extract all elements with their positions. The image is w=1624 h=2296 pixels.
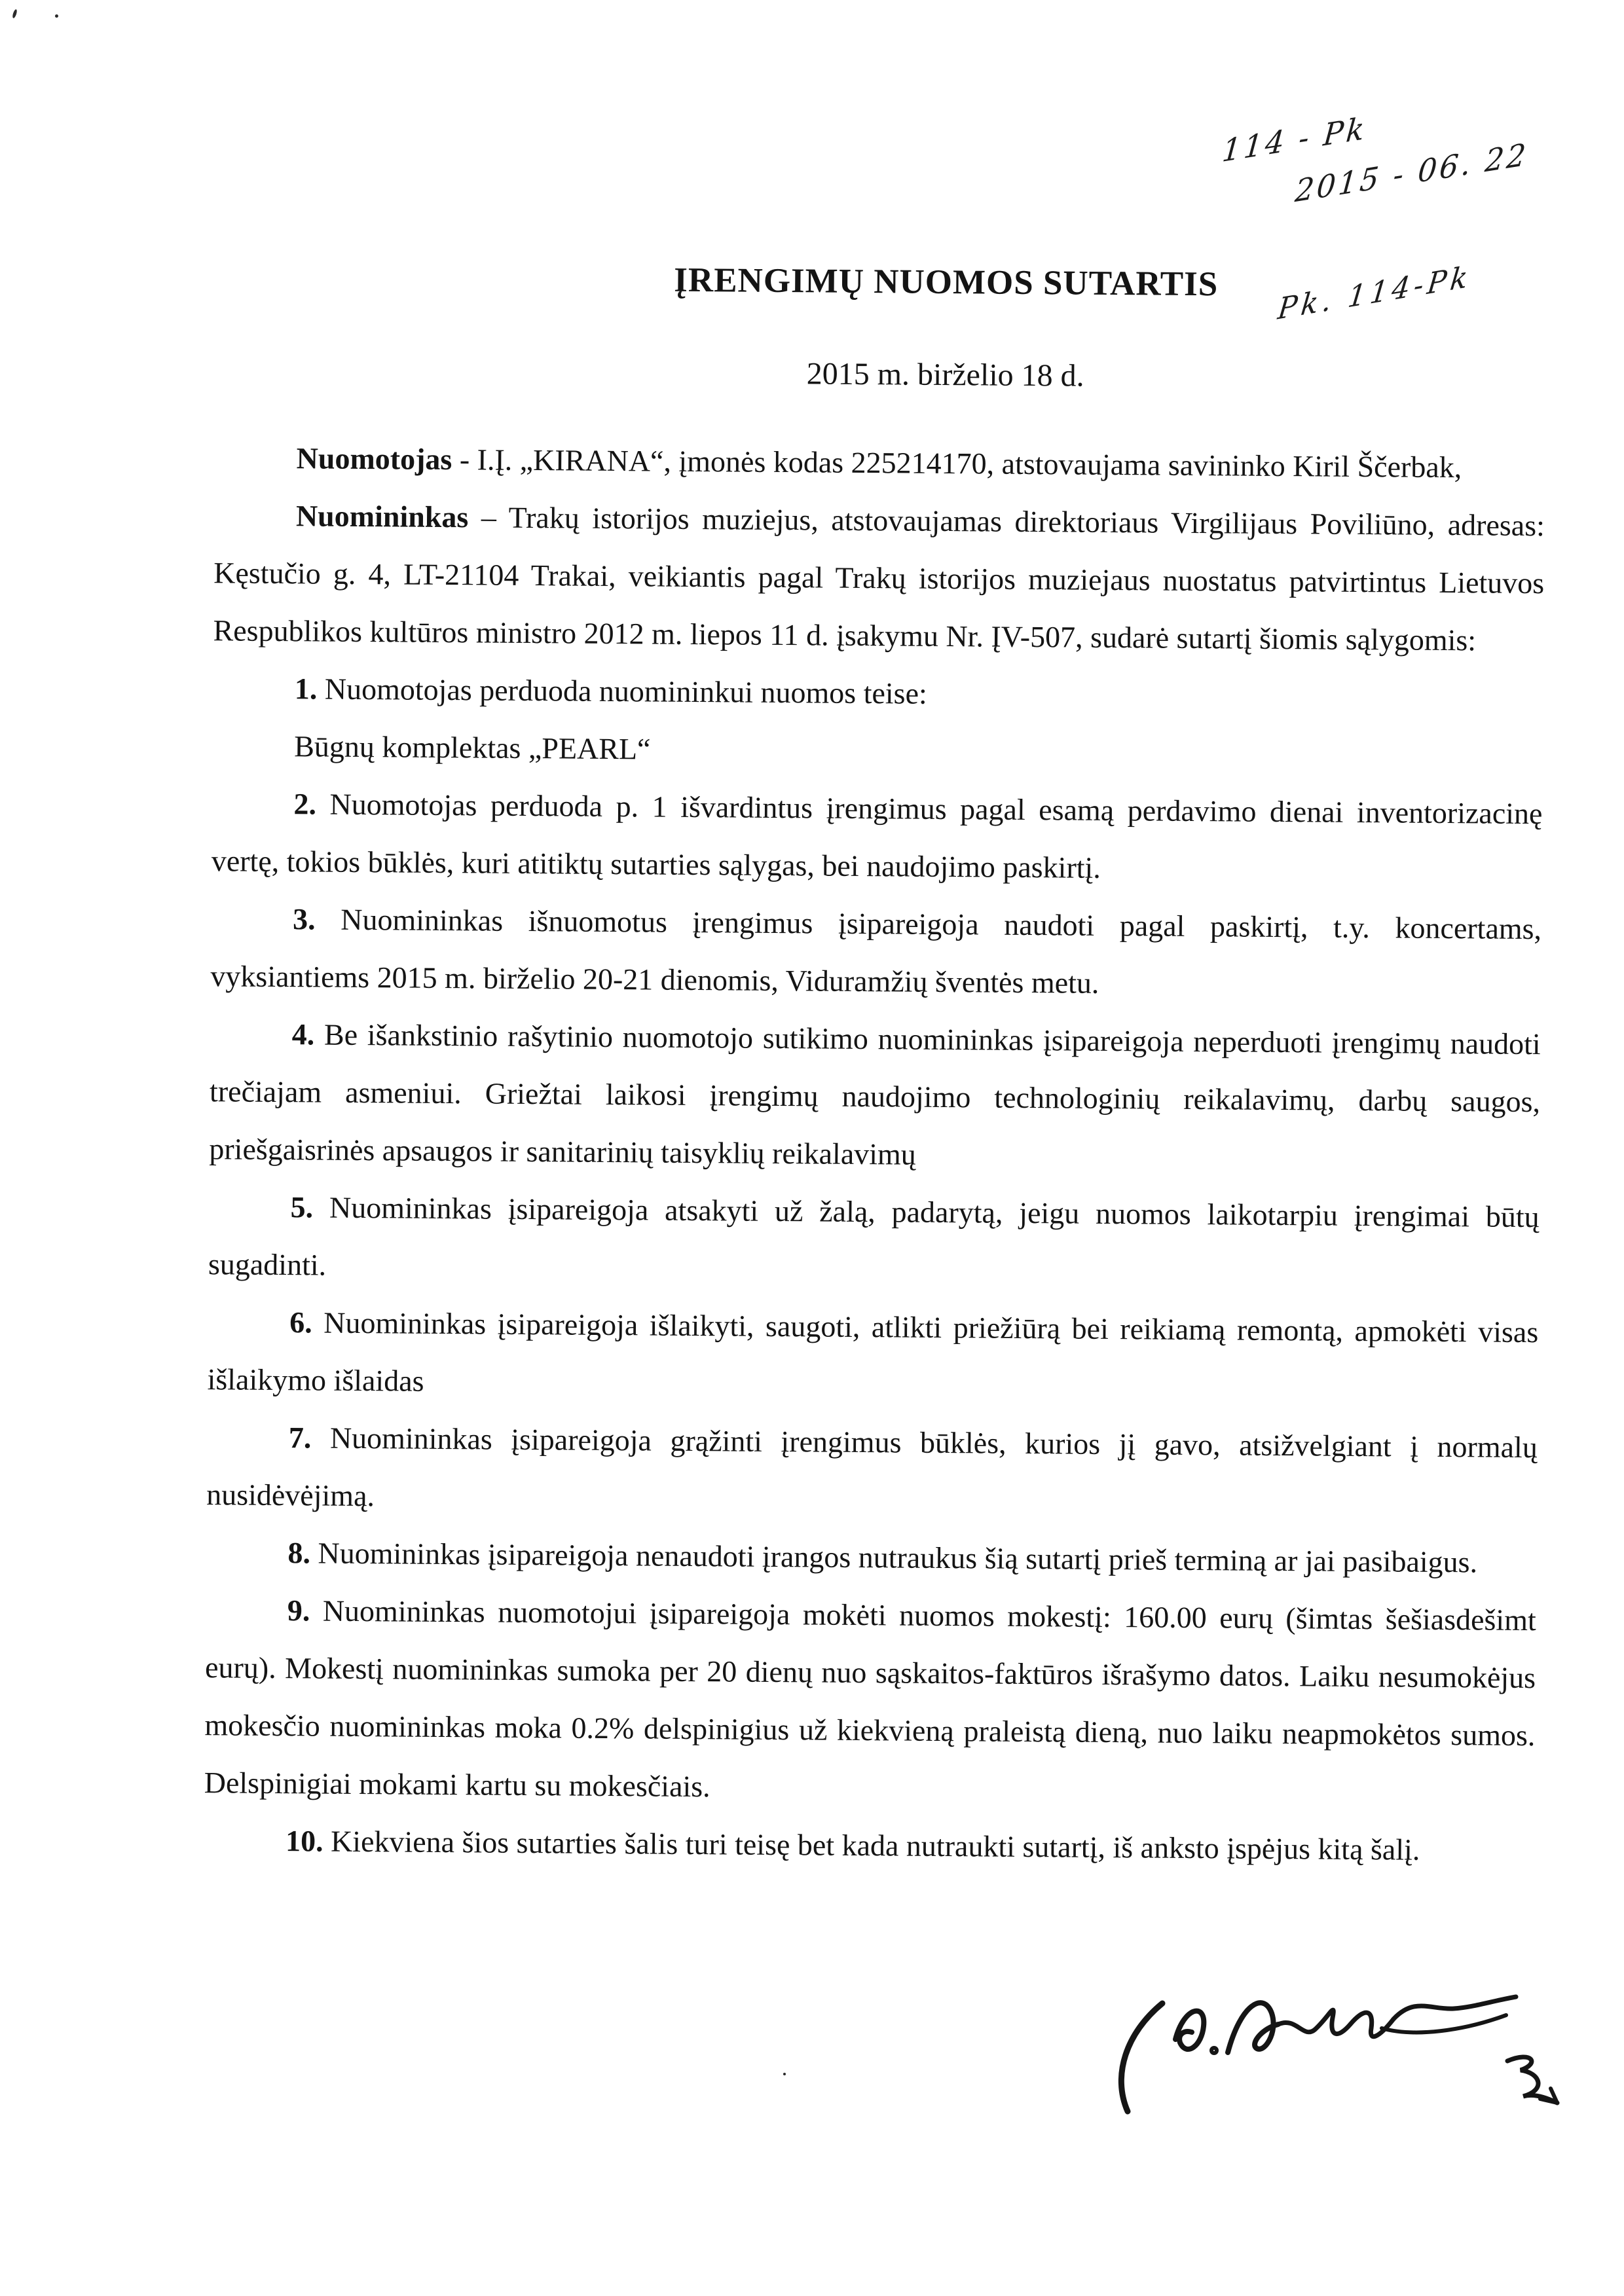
paragraph-lead: 2. — [293, 787, 317, 821]
paragraph-lead: Nuomotojas — [296, 441, 452, 477]
paragraph-text: Nuomininkas įsipareigoja nenaudoti įrangos nutraukus šią sutartį prieš terminą ar jai pasibaigus. — [310, 1536, 1478, 1579]
paragraph-text: Nuomininkas įsipareigoja išlaikyti, saugoti, atlikti priežiūrą bei reikiamą remontą, apmokėti visas išlaikymo išlaidas — [207, 1305, 1539, 1398]
paragraph-clause-3 — [210, 890, 1541, 1015]
paragraph-text: Nuomininkas išnuomotus įrengimus įsipareigoja naudoti pagal paskirtį, t.y. koncertams, vyksiantiems 2015 m. birželio 20-21 dienomis, Viduramžių šventės metu. — [210, 902, 1542, 1000]
paragraph-text: Nuomotojas perduoda p. 1 išvardintus įrengimus pagal esamą perdavimo dienai inventorizacinę vertę, tokios būklės, kuri atitiktų sutarties sąlygas, bei naudojimo paskirtį. — [211, 787, 1543, 884]
document-title: ĮRENGIMŲ NUOMOS SUTARTIS — [674, 261, 1219, 304]
paragraph-lead: 7. — [288, 1421, 312, 1455]
paragraph-clause-6 — [207, 1293, 1538, 1419]
paragraph-equipment-item — [212, 717, 1543, 785]
paragraph-lead: 3. — [292, 902, 316, 936]
paragraph-lead: 5. — [290, 1190, 314, 1224]
paragraph-text: Būgnų komplektas „PEARL“ — [293, 729, 651, 766]
paragraph-clause-10 — [204, 1812, 1535, 1880]
paragraph-lead: 6. — [289, 1305, 312, 1339]
paragraph-text: Be išankstinio rašytinio nuomotojo sutikimo nuomininkas įsipareigoja neperduoti įrengimų naudoti trečiajam asmeniui. Griežtai laikosi įrengimų naudojimo technologinių reikalavimų, darbų saugos, priešgaisrinės apsaugos ir sanitarinių taisyklių reikalavimų — [209, 1017, 1541, 1171]
paragraph-lead: 9. — [287, 1594, 310, 1628]
paragraph-lessor — [214, 429, 1545, 497]
paragraph-lead: 1. — [294, 672, 318, 706]
paragraph-clause-2 — [211, 774, 1542, 900]
paragraph-lead: Nuomininkas — [295, 499, 469, 534]
document-date: 2015 m. birželio 18 d. — [806, 356, 1084, 393]
paragraph-clause-9 — [204, 1581, 1536, 1822]
signature-scribble — [1107, 1977, 1578, 2134]
paragraph-clause-8 — [206, 1523, 1537, 1592]
paragraph-text: Nuomotojas perduoda nuomininkui nuomos teise: — [317, 672, 927, 710]
paragraph-text: - I.Į. „KIRANA“, įmonės kodas 225214170, atstovaujama savininko Kiril Ščerbak, — [452, 443, 1462, 484]
paragraph-clause-5 — [208, 1178, 1540, 1303]
handwritten-note-line2: 2015 - 06. 22 — [1293, 136, 1530, 210]
handwritten-note-line1: 114 - Pk — [1221, 109, 1369, 170]
contract-body — [204, 429, 1545, 1880]
paragraph-clause-1 — [213, 659, 1544, 727]
paragraph-text: Kiekviena šios sutarties šalis turi teisę bet kada nutraukti sutartį, iš anksto įspėjus kitą šalį. — [323, 1824, 1420, 1867]
paragraph-lead: 10. — [285, 1824, 323, 1858]
paragraph-lessee — [213, 486, 1545, 670]
paragraph-clause-7 — [206, 1408, 1538, 1534]
paragraph-lead: 4. — [291, 1017, 315, 1051]
handwritten-title-note: Pk. 114-Pk — [1276, 259, 1473, 327]
paragraph-text: Nuomininkas įsipareigoja grąžinti įrengimus būklės, kurios jį gavo, atsižvelgiant į normalų nusidėvėjimą. — [206, 1421, 1538, 1513]
paragraph-lead: 8. — [287, 1536, 311, 1570]
paragraph-clause-4 — [209, 1005, 1541, 1188]
paragraph-text: Nuomininkas nuomotojui įsipareigoja mokėti nuomos mokestį: 160.00 eurų (šimtas šešiasdešimt eurų). Mokestį nuomininkas sumoka per 20 dienų nuo sąskaitos-faktūros išrašymo datos. Laiku nesumokėjus mokesčio nuomininkas moka 0.2% delspinigius už kiekvieną praleistą dieną, nuo laiku neapmokėtos sumos. Delspinigiai mokami kartu su mokesčiais. — [204, 1594, 1536, 1804]
paragraph-text: – Trakų istorijos muziejus, atstovaujamas direktoriaus Virgilijaus Poviliūno, adresas: Kęstučio g. 4, LT-21104 Trakai, veikiantis pagal Trakų istorijos muziejaus nuostatus patvirtintus Lietuvos Respublikos kultūros ministro 2012 m. liepos 11 d. įsakymu Nr. ĮV-507, sudarė sutartį šiomis sąlygomis: — [213, 500, 1545, 657]
paragraph-text: Nuomininkas įsipareigoja atsakyti už žalą, padarytą, jeigu nuomos laikotarpiu įrengimai būtų sugadinti. — [208, 1190, 1540, 1282]
